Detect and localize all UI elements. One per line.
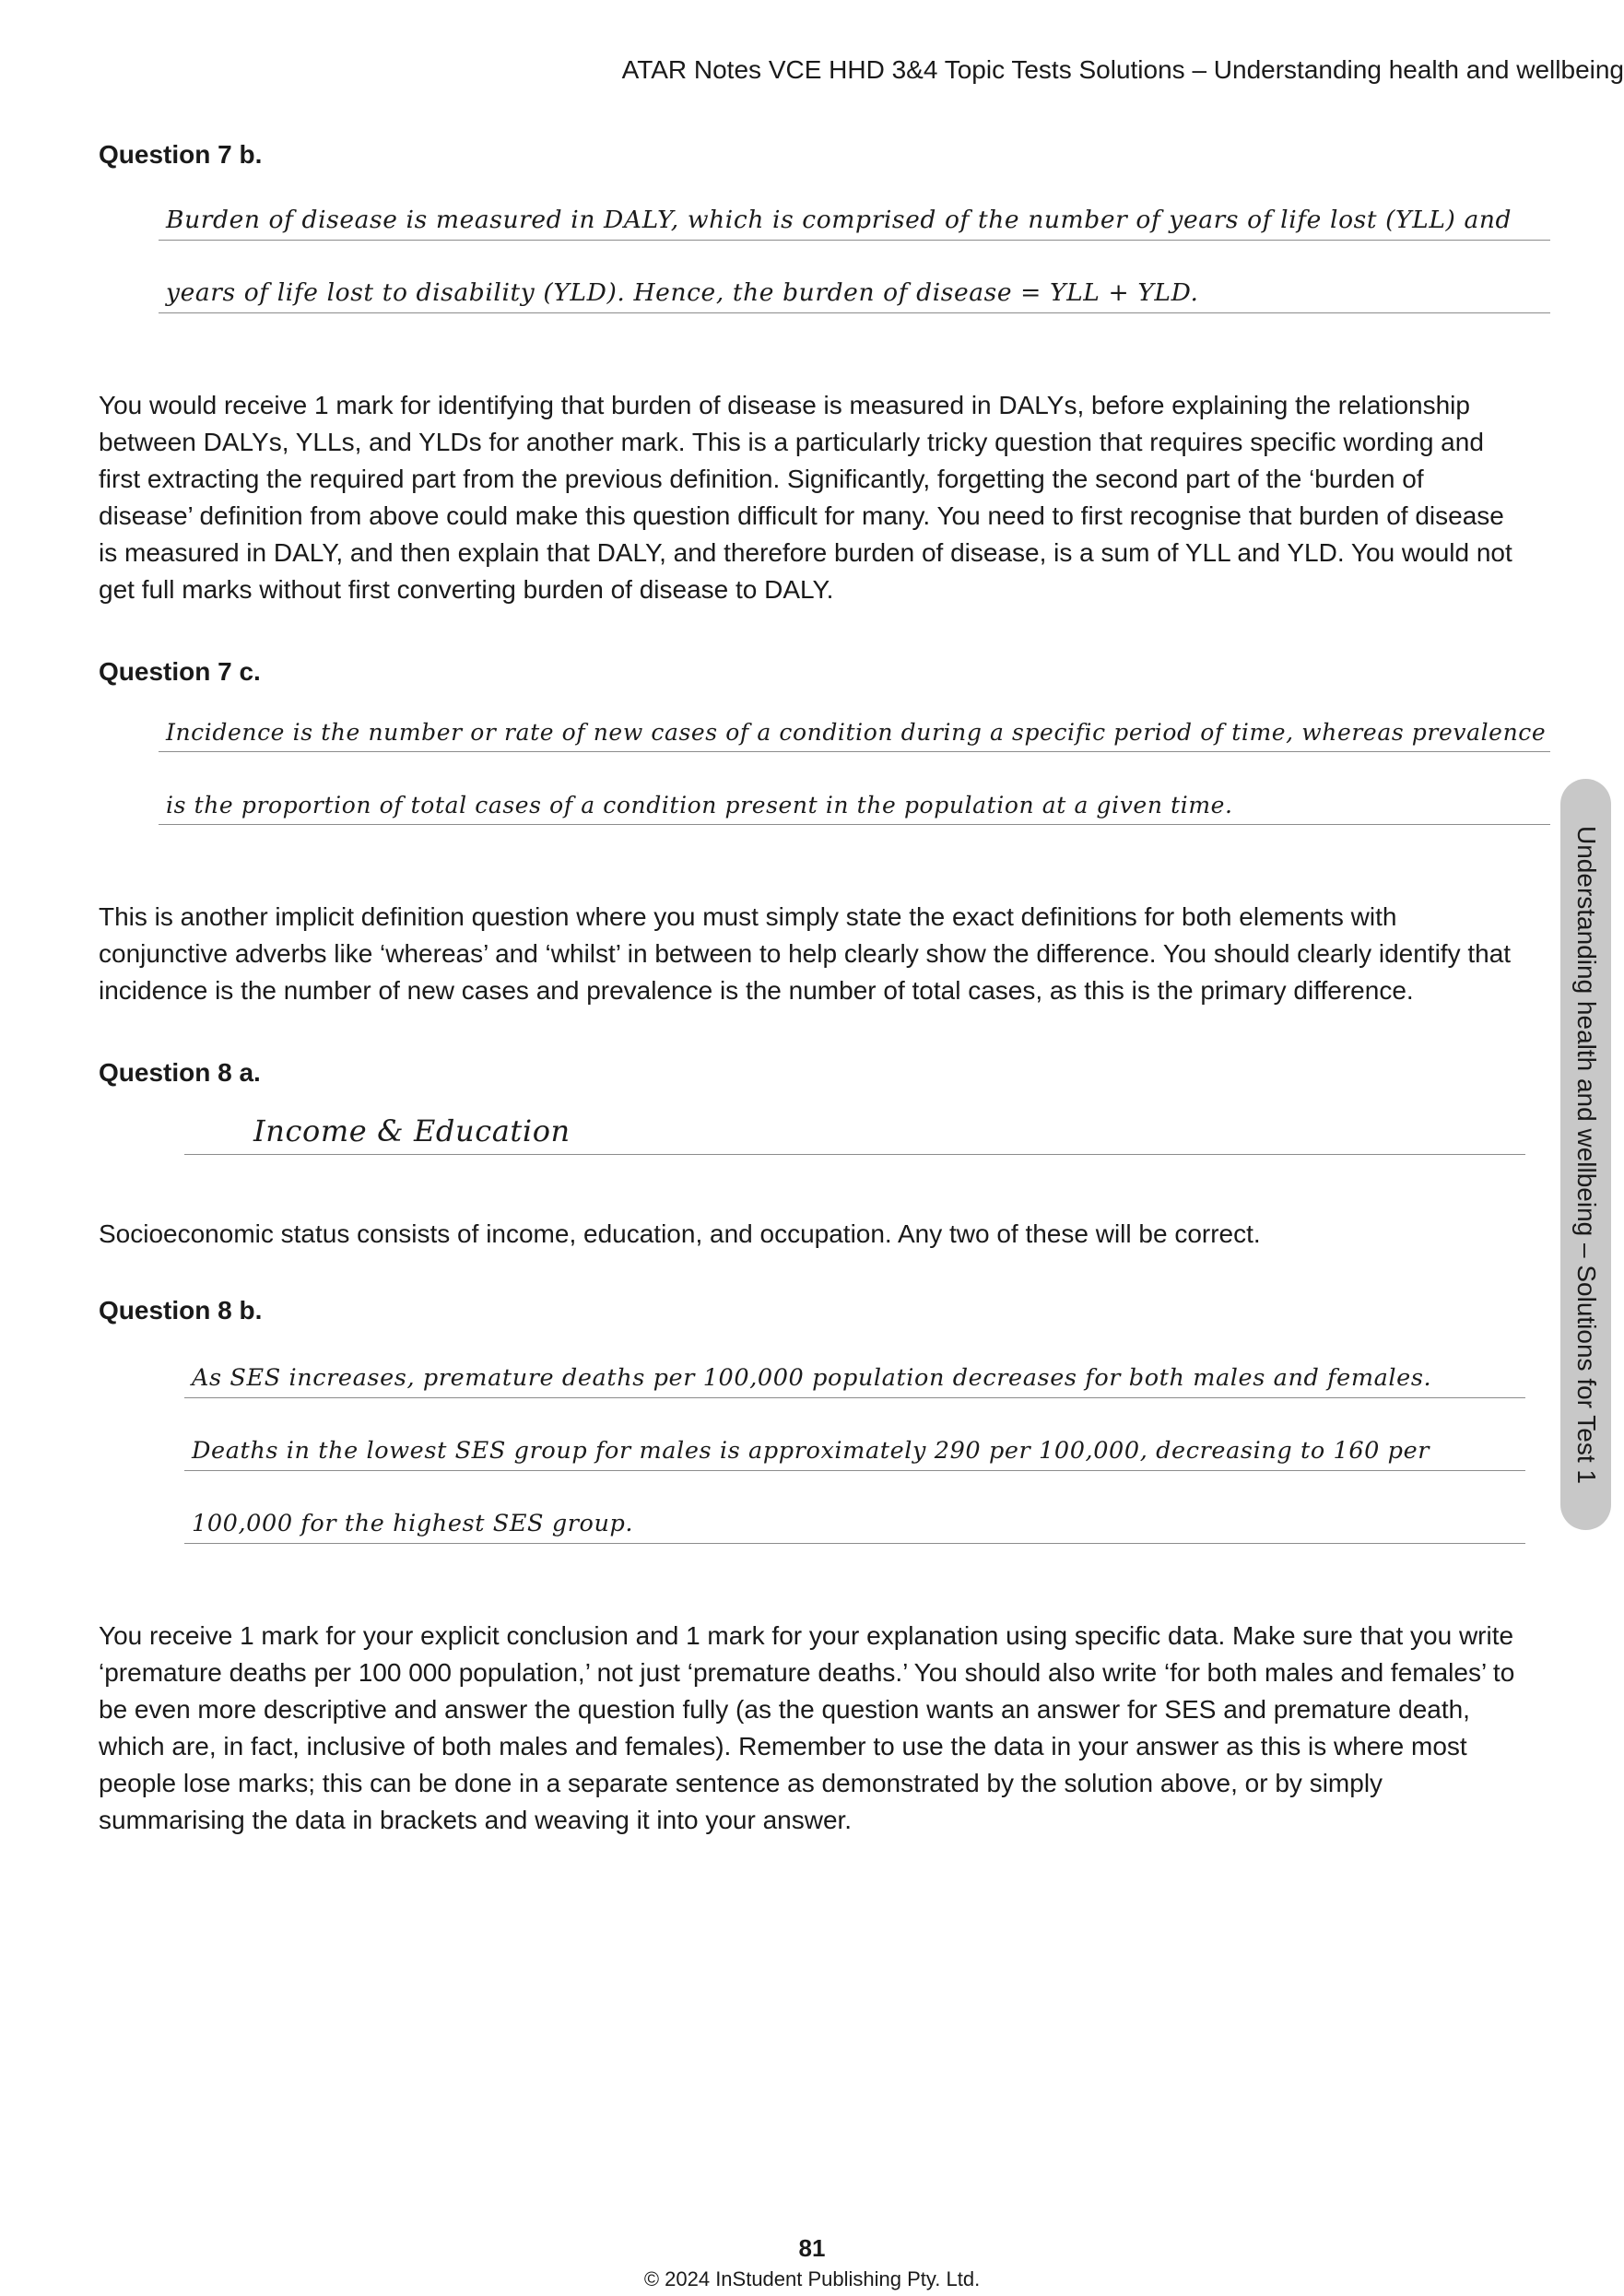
page-number: 81	[798, 2234, 826, 2262]
question-8a-heading: Question 8 a.	[99, 1058, 261, 1087]
answer-line	[184, 1398, 1525, 1471]
answer-line	[184, 1325, 1525, 1398]
question-7b-heading: Question 7 b.	[99, 140, 263, 169]
question-7c-heading: Question 7 c.	[99, 657, 261, 686]
question-7c-answer	[159, 679, 1550, 825]
page-content	[99, 138, 1547, 1839]
question-7b-answer	[159, 168, 1550, 313]
handwritten-answer-text: Burden of disease is measured in DALY, which is comprised of the number of years of life lost (YLL) and	[166, 206, 1512, 234]
answer-line	[159, 168, 1550, 241]
question-8a-explanation: Socioeconomic status consists of income, education, and occupation. Any two of these will be correct.	[99, 1219, 1261, 1248]
question-8b-heading: Question 8 b.	[99, 1296, 263, 1325]
running-header: ATAR Notes VCE HHD 3&4 Topic Tests Solutions – Understanding health and wellbeing	[621, 55, 1624, 84]
copyright-notice: © 2024 InStudent Publishing Pty. Ltd.	[643, 2267, 981, 2290]
handwritten-answer-text: years of life lost to disability (YLD). Hence, the burden of disease = YLL + YLD.	[166, 278, 1199, 307]
answer-line	[184, 1471, 1525, 1544]
question-8a-answer	[184, 1082, 1525, 1155]
side-tab-label: Understanding health and wellbeing – Solutions for Test 1	[1571, 825, 1601, 1484]
section-side-tab	[1560, 779, 1611, 1530]
question-7c-explanation: This is another implicit definition question where you must simply state the exact definitions for both elements with conjunctive adverbs like ‘whereas’ and ‘whilst’ in between to help clearly show the difference. You should clearly identify that incidence is the number of new cases and prevalence is the number of total cases, as this is the primary difference.	[99, 902, 1512, 1005]
handwritten-answer-text: 100,000 for the highest SES group.	[192, 1510, 634, 1537]
question-8b-explanation: You receive 1 mark for your explicit conclusion and 1 mark for your explanation using specific data. Make sure that you write ‘premature deaths per 100 000 population,’ not just ‘premature deaths.’ You should also write ‘for both males and females’ to be even more descriptive and answer the question fully (as the question wants an answer for SES and premature death, which are, in fact, inclusive of both males and females). Remember to use the data in your answer as this is where most people lose marks; this can be done in a separate sentence as demonstrated by the solution above, or by simply summarising the data in brackets and weaving it into your answer.	[99, 1621, 1515, 1834]
handwritten-answer-text: As SES increases, premature deaths per 100,000 population decreases for both males and females.	[192, 1364, 1432, 1392]
handwritten-answer-text: Deaths in the lowest SES group for males is approximately 290 per 100,000, decreasing to 160 per	[192, 1437, 1430, 1465]
answer-line	[159, 679, 1550, 752]
answer-line	[159, 752, 1550, 825]
answer-line	[159, 241, 1550, 313]
question-7b-explanation: You would receive 1 mark for identifying that burden of disease is measured in DALYs, before explaining the relationship between DALYs, YLLs, and YLDs for another mark. This is a particularly tricky question that requires specific wording and first extracting the required part from the previous definition. Significantly, forgetting the second part of the ‘burden of disease’ definition from above could make this question difficult for many. You need to first recognise that burden of disease is measured in DALY, and then explain that DALY, and therefore burden of disease, is a sum of YLL and YLD. You would not get full marks without first converting burden of disease to DALY.	[99, 391, 1512, 604]
answer-line	[184, 1082, 1525, 1155]
handwritten-answer-text: Incidence is the number or rate of new cases of a condition during a specific period of time, whereas prevalence	[166, 719, 1547, 746]
handwritten-answer-text: Income & Education	[253, 1113, 571, 1148]
handwritten-answer-text: is the proportion of total cases of a condition present in the population at a given time.	[166, 792, 1233, 818]
question-8b-answer	[184, 1325, 1525, 1544]
